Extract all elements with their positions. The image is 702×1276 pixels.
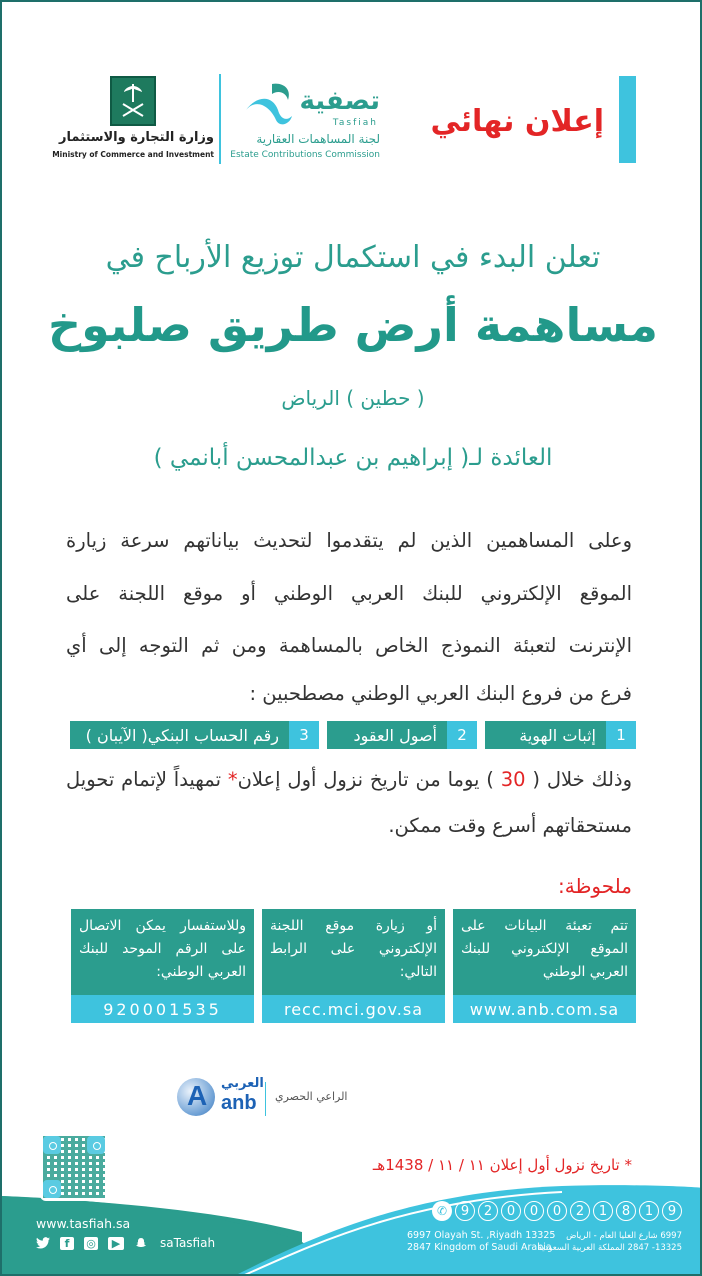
tasfiah-wave-icon bbox=[242, 80, 300, 130]
headline-contribution-name: مساهمة أرض طريق صلبوخ bbox=[47, 298, 659, 352]
qr-eye bbox=[43, 1136, 61, 1154]
card-text: العربي الوطني bbox=[542, 964, 628, 980]
deadline-tail: تمهيداً لإتمام تحويل bbox=[66, 768, 221, 791]
requirement-label: رقم الحساب البنكي( الآيبان ) bbox=[70, 721, 289, 749]
deadline-post: ) يوما من تاريخ نزول أول إعلان bbox=[237, 768, 494, 791]
asterisk-marker: * bbox=[227, 768, 238, 791]
deadline-line-2: مستحقاتهم أسرع وقت ممكن. bbox=[388, 814, 632, 837]
card-text: العربي الوطني: bbox=[156, 964, 246, 980]
card-text: الموقع الإلكتروني للبنك bbox=[461, 941, 628, 957]
sponsor-divider bbox=[265, 1082, 266, 1116]
phone-digit: 9 bbox=[662, 1201, 682, 1221]
requirement-item bbox=[485, 721, 636, 749]
tasfiah-subtitle-en: Estate Contributions Commission bbox=[230, 150, 380, 160]
tasfiah-logo bbox=[230, 76, 384, 168]
qr-code[interactable] bbox=[40, 1133, 108, 1201]
anb-name-ar: العربي bbox=[221, 1076, 264, 1091]
body-line-4: فرع من فروع البنك العربي الوطني مصطحبين : bbox=[249, 682, 632, 705]
first-announcement-date: * تاريخ نزول أول إعلان ١١ / ١١ / 1438هـ bbox=[372, 1156, 632, 1174]
card-text: الإلكتروني على الرابط bbox=[270, 941, 437, 957]
anb-website-link[interactable]: www.anb.com.sa bbox=[453, 995, 636, 1023]
snapchat-icon[interactable] bbox=[134, 1237, 148, 1250]
tasfiah-website-link[interactable]: www.tasfiah.sa bbox=[36, 1216, 131, 1231]
anb-a-icon: A bbox=[187, 1080, 208, 1111]
requirement-item bbox=[70, 721, 319, 749]
phone-digit: 1 bbox=[593, 1201, 613, 1221]
social-handle[interactable]: saTasfiah bbox=[160, 1236, 216, 1250]
saudi-emblem-icon bbox=[110, 76, 156, 126]
facebook-icon[interactable]: f bbox=[60, 1237, 74, 1250]
qr-eye bbox=[43, 1180, 61, 1198]
address-ar-line: 13325- 2847 المملكة العربية السعودية bbox=[537, 1243, 682, 1253]
ministry-name-en: Ministry of Commerce and Investment bbox=[52, 150, 214, 159]
youtube-icon[interactable]: ▶ bbox=[108, 1237, 124, 1250]
requirement-label: إثبات الهوية bbox=[485, 721, 606, 749]
final-announcement-title: إعلان نهائي bbox=[430, 104, 604, 139]
card-text: التالي: bbox=[399, 964, 437, 980]
requirement-number: 1 bbox=[606, 721, 636, 749]
phone-digit: 0 bbox=[547, 1201, 567, 1221]
address-en-line: 2847 Kingdom of Saudi Arabia bbox=[407, 1242, 552, 1253]
phone-digit: 1 bbox=[639, 1201, 659, 1221]
bank-phone-number[interactable]: 920001535 bbox=[71, 995, 254, 1023]
ministry-name-ar: وزارة التجارة والاستثمار bbox=[59, 130, 214, 145]
card-text: على الرقم الموحد للبنك bbox=[79, 941, 246, 957]
address-ar-line: 6997 شارع العليا العام - الرياض bbox=[566, 1231, 682, 1241]
address-ar bbox=[538, 1230, 682, 1254]
note-cards bbox=[70, 909, 636, 1023]
qr-eye bbox=[87, 1136, 105, 1154]
card-text: وللاستفسار يمكن الاتصال bbox=[79, 918, 246, 934]
note-title: ملحوظة: bbox=[558, 874, 632, 898]
headline-location: ( حطين ) الرياض bbox=[281, 386, 425, 410]
committee-website-link[interactable]: recc.mci.gov.sa bbox=[262, 995, 445, 1023]
requirements-list bbox=[70, 721, 636, 749]
phone-icon: ✆ bbox=[432, 1201, 452, 1221]
phone-digit: 2 bbox=[570, 1201, 590, 1221]
deadline-pre: وذلك خلال ( bbox=[532, 768, 632, 791]
deadline-line-1 bbox=[66, 768, 632, 791]
phone-digit: 2 bbox=[478, 1201, 498, 1221]
logo-divider bbox=[219, 74, 221, 164]
note-card-committee-website bbox=[262, 909, 445, 1023]
tasfiah-name-latin: Tasfiah bbox=[332, 118, 378, 128]
requirement-item bbox=[327, 721, 477, 749]
sponsor-block bbox=[177, 1076, 377, 1122]
phone-digit: 9 bbox=[455, 1201, 475, 1221]
requirement-number: 2 bbox=[447, 721, 477, 749]
ministry-logo bbox=[52, 76, 214, 168]
exclusive-sponsor-label: الراعي الحصري bbox=[275, 1090, 348, 1103]
phone-digit: 0 bbox=[501, 1201, 521, 1221]
phone-digit: 0 bbox=[524, 1201, 544, 1221]
tasfiah-name-ar: تصفية bbox=[299, 86, 380, 116]
headline-intro: تعلن البدء في استكمال توزيع الأرباح في bbox=[105, 240, 601, 275]
requirement-label: أصول العقود bbox=[327, 721, 447, 749]
card-text: أو زيارة موقع اللجنة bbox=[270, 918, 437, 934]
card-text: تتم تعبئة البيانات على bbox=[461, 918, 628, 934]
deadline-days: 30 bbox=[500, 768, 526, 791]
tasfiah-subtitle-ar: لجنة المساهمات العقارية bbox=[256, 132, 380, 146]
instagram-icon[interactable]: ◎ bbox=[84, 1237, 98, 1250]
address-en-line: 6997 Olayah St. ,Riyadh 13325 bbox=[407, 1230, 556, 1241]
phone-digit: 8 bbox=[616, 1201, 636, 1221]
anb-name-en: anb bbox=[221, 1092, 257, 1114]
twitter-icon[interactable] bbox=[36, 1237, 50, 1250]
accent-bar bbox=[619, 76, 636, 163]
body-line-3: الإنترنت لتعبئة النموذج الخاص بالمساهمة ومن ثم التوجه إلى أي bbox=[66, 634, 632, 657]
social-links bbox=[36, 1236, 215, 1250]
requirement-number: 3 bbox=[289, 721, 319, 749]
address-en bbox=[407, 1230, 555, 1254]
body-line-2: الموقع الإلكتروني للبنك العربي الوطني أو موقع اللجنة على bbox=[66, 582, 632, 605]
body-line-1: وعلى المساهمين الذين لم يتقدموا لتحديث بياناتهم سرعة زيارة bbox=[66, 529, 632, 552]
phone-number[interactable] bbox=[432, 1201, 682, 1221]
note-card-anb-website bbox=[453, 909, 636, 1023]
headline-owner: العائدة لـ( إبراهيم بن عبدالمحسن أبانمي ) bbox=[153, 445, 553, 471]
note-card-bank-phone bbox=[71, 909, 254, 1023]
